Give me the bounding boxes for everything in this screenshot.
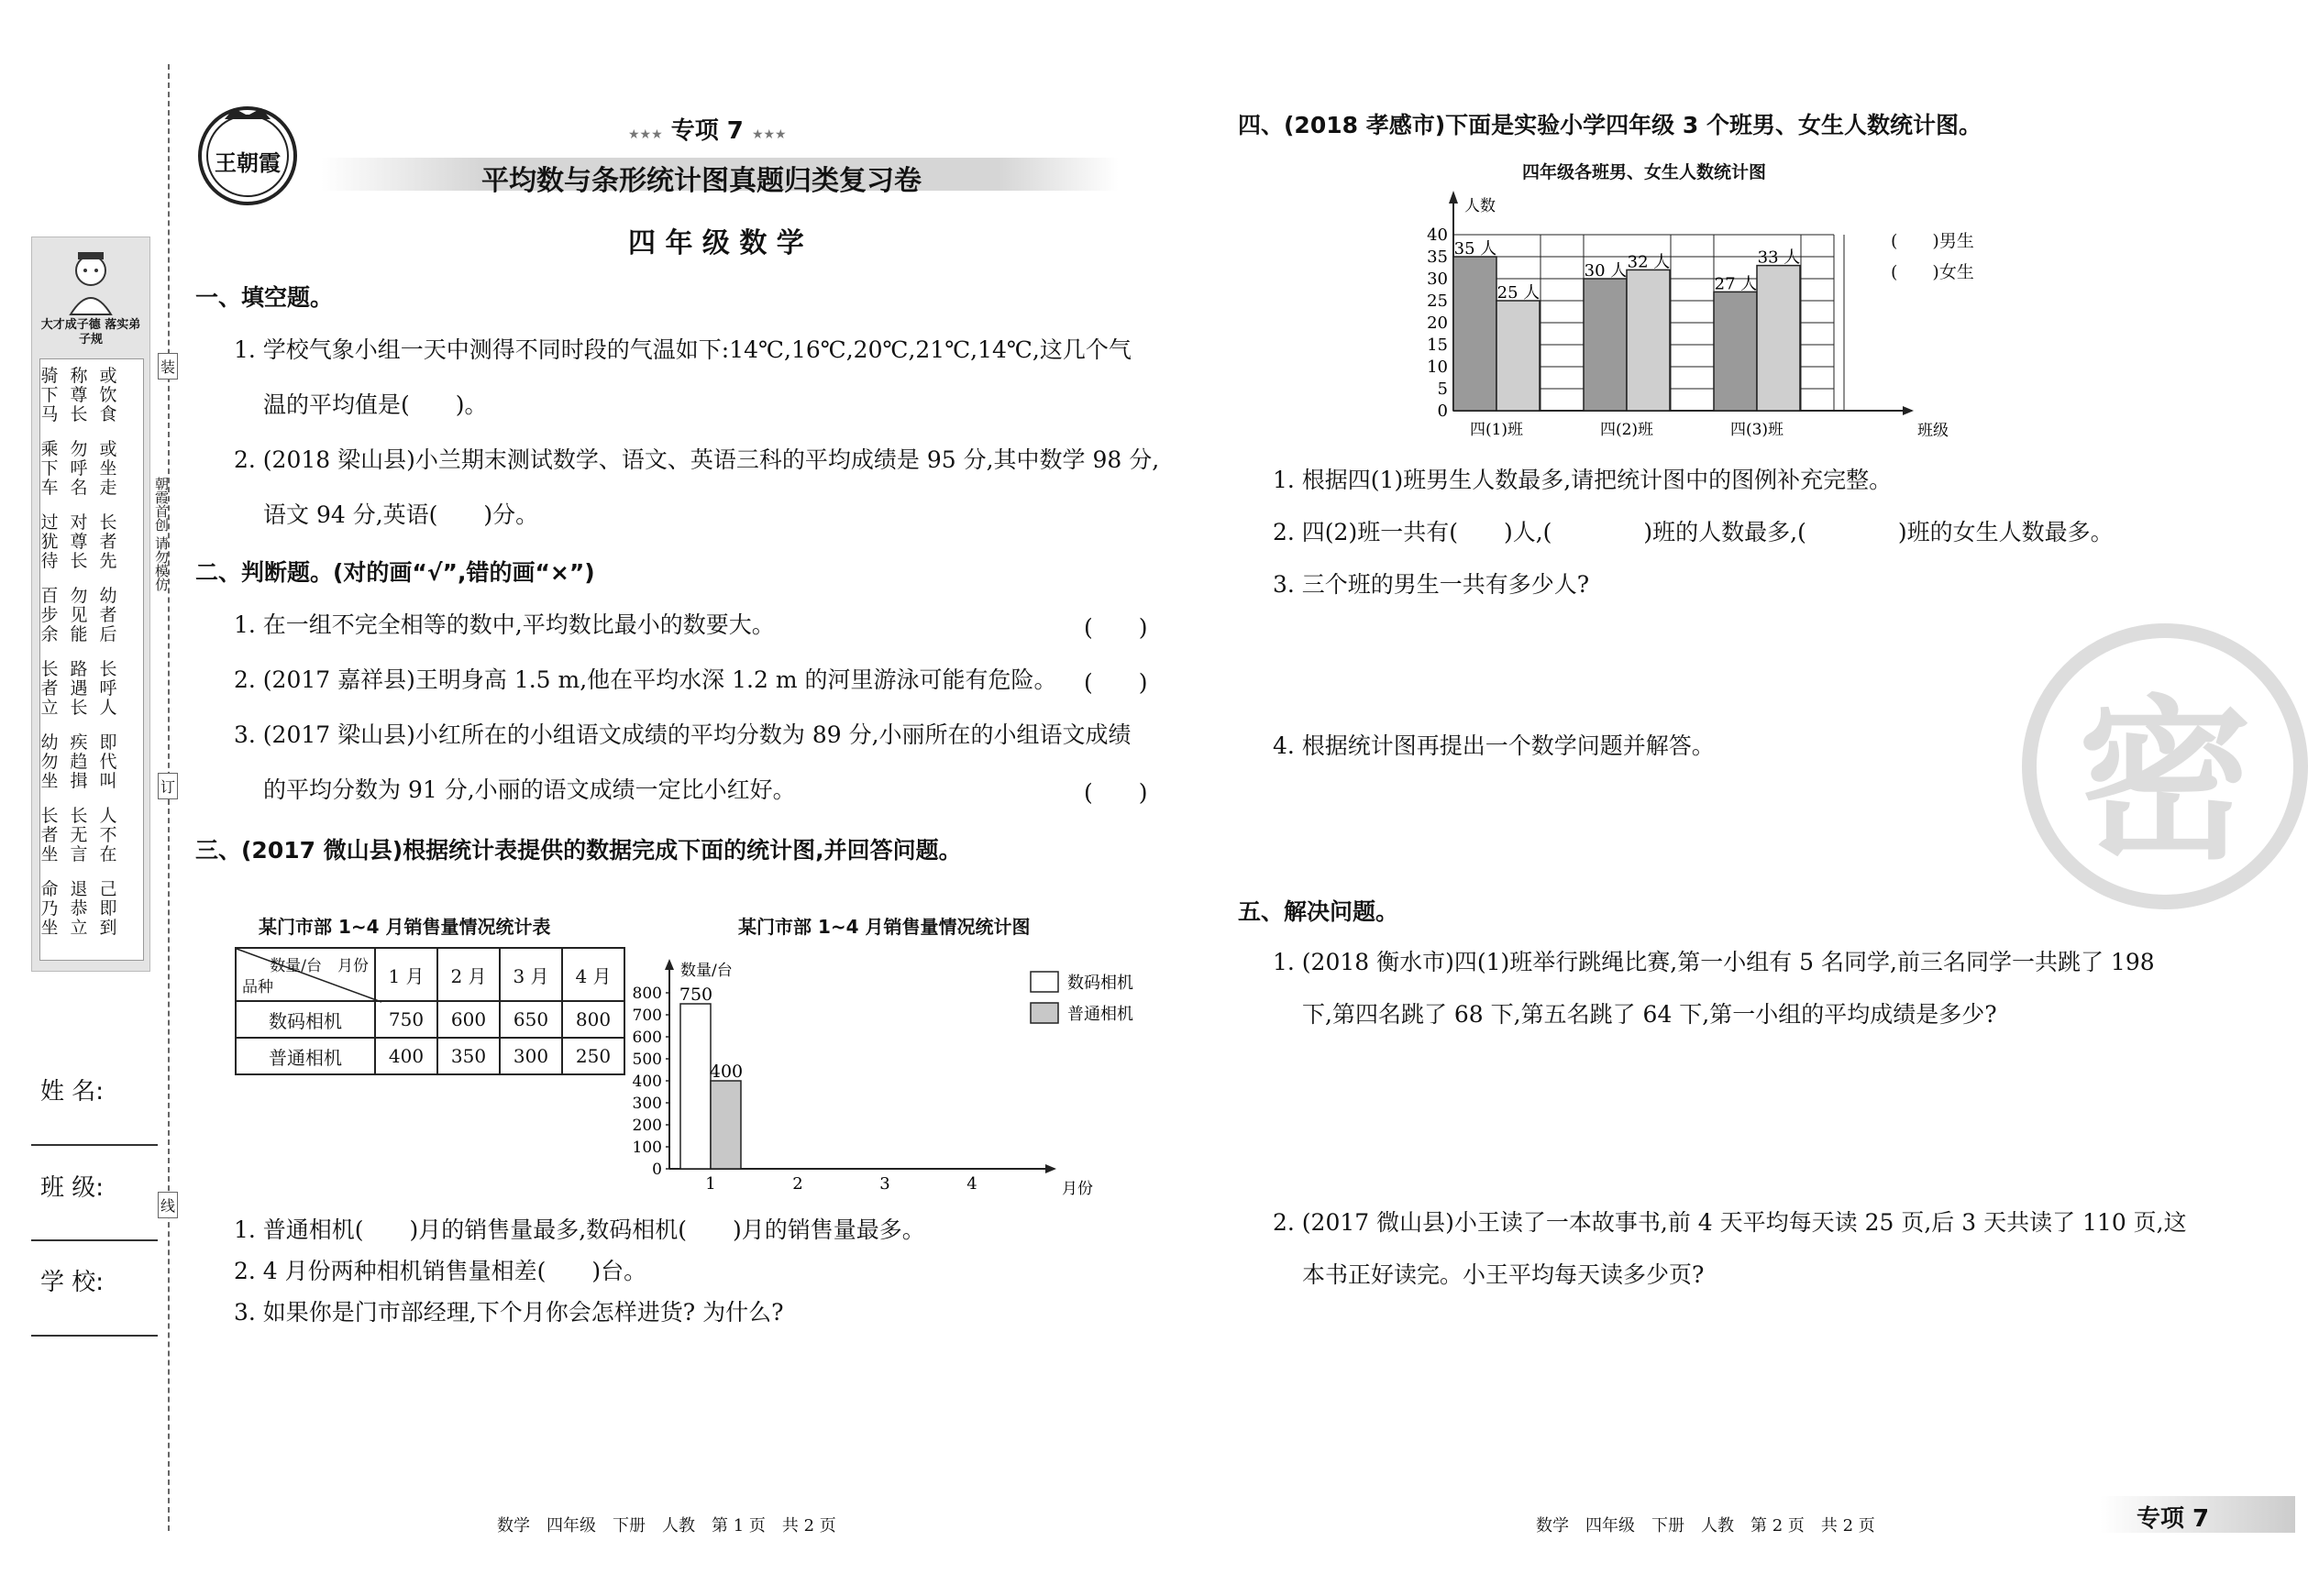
y-tick-label: 30 (1427, 270, 1448, 289)
bar (680, 1004, 711, 1169)
y-tick-label: 700 (632, 1007, 662, 1025)
y-tick-label: 10 (1427, 358, 1448, 377)
maxim-phrase: 己即到 (99, 879, 117, 938)
maxim-phrase: 长呼人 (99, 659, 117, 718)
data-label: 25 人 (1496, 283, 1541, 303)
s5-q1-line2: 下,第四名跳了 68 下,第五名跳了 64 下,第一小组的平均成绩是多少? (1302, 1001, 1997, 1028)
motto-title: 大才成子德 落实弟子规 (40, 318, 141, 347)
sales-chart (624, 944, 1137, 1228)
s1-q1-line2: 温的平均值是( )。 (263, 391, 488, 418)
table-cell: 600 (437, 1001, 500, 1038)
maxim-phrase: 乘下车 (40, 439, 59, 498)
maxim-phrase: 百步余 (40, 586, 59, 644)
maxim-phrase: 骑下马 (40, 366, 59, 424)
x-tick-label: 2 (792, 1174, 803, 1194)
maxim-phrase: 即代叫 (99, 732, 117, 791)
table-corner (236, 948, 375, 1001)
stars-right-icon: ★★★ (751, 127, 787, 142)
month-header-2: 2 月 (437, 948, 500, 1001)
s5-q1-line1: 1. (2018 衡水市)四(1)班举行跳绳比赛,第一小组有 5 名同学,前三名同学一共跳了 198 (1273, 949, 2155, 975)
data-label: 30 人 (1584, 261, 1628, 281)
legend-swatch (1031, 1003, 1058, 1023)
table-cell: 250 (562, 1038, 624, 1074)
s1-q1-line1: 1. 学校气象小组一天中测得不同时段的气温如下:14℃,16℃,20℃,21℃,14℃,这几个气 (234, 336, 1132, 363)
bar (1496, 301, 1540, 411)
corner-top-label: 数量/台 月份 (270, 957, 369, 975)
s4-q3: 3. 三个班的男生一共有多少人? (1273, 571, 1590, 598)
y-tick-label: 40 (1427, 226, 1448, 245)
x-tick-label: 1 (705, 1174, 716, 1194)
y-axis-arrow-icon (665, 959, 674, 970)
legend-girls: ( )女生 (1891, 262, 1974, 282)
x-tick-label: 四(1)班 (1469, 421, 1524, 439)
s2-q2-answer[interactable]: ( ) (1084, 669, 1148, 696)
legend-label: 普通相机 (1067, 1005, 1133, 1024)
page-title: 平均数与条形统计图真题归类复习卷 (481, 165, 922, 197)
maxim-phrase: 长者坐 (40, 806, 59, 864)
y-tick-label: 400 (632, 1073, 662, 1091)
data-label: 35 人 (1453, 239, 1497, 259)
cut-mark-1: 装 (158, 353, 178, 380)
section4-title: 四、(2018 孝感市)下面是实验小学四年级 3 个班男、女生人数统计图。 (1238, 112, 1982, 138)
x-tick-label: 3 (879, 1174, 890, 1194)
name-label: 姓 名: (40, 1078, 105, 1106)
s5-q2-line1: 2. (2017 微山县)小王读了一本故事书,前 4 天平均每天读 25 页,后 3 天共读了 110 页,这 (1273, 1209, 2187, 1236)
s4-q1: 1. 根据四(1)班男生人数最多,请把统计图中的图例补充完整。 (1273, 467, 1893, 493)
month-header-3: 3 月 (500, 948, 562, 1001)
logo-text: 王朝霞 (215, 149, 281, 176)
cut-mark-2: 订 (158, 773, 178, 799)
data-label: 400 (709, 1062, 744, 1082)
maxim-phrase: 命乃坐 (40, 879, 59, 938)
table-cell: 400 (375, 1038, 437, 1074)
cut-mark-3: 线 (158, 1192, 178, 1218)
x-axis-arrow-icon (1045, 1164, 1056, 1173)
maxim-phrase: 称尊长 (70, 366, 88, 424)
legend-swatch (1031, 972, 1058, 992)
data-label: 750 (679, 985, 713, 1005)
school-label: 学 校: (40, 1269, 105, 1296)
table-row (236, 1038, 624, 1074)
footer-right: 数学 四年级 下册 人教 第 2 页 共 2 页 (1536, 1516, 1875, 1535)
y-tick-label: 25 (1427, 292, 1448, 311)
y-tick-label: 20 (1427, 314, 1448, 333)
x-tick-label: 四(3)班 (1729, 421, 1784, 439)
y-axis-label: 人数 (1464, 197, 1496, 215)
y-tick-label: 0 (652, 1161, 662, 1179)
s2-q3-line1: 3. (2017 梁山县)小红所在的小组语文成绩的平均分数为 89 分,小丽所在的小组语文成绩 (234, 721, 1132, 748)
maxim-phrase: 疾趋揖 (70, 732, 88, 791)
table-row (236, 1001, 624, 1038)
s1-q2-line1: 2. (2018 梁山县)小兰期末测试数学、语文、英语三科的平均成绩是 95 分,其中数学 98 分, (234, 446, 1160, 473)
x-axis-arrow-icon (1903, 406, 1914, 415)
copyright-note: 朝霞首创 请勿模仿 (153, 477, 170, 591)
s3-q3: 3. 如果你是门市部经理,下个月你会怎样进货? 为什么? (234, 1299, 784, 1326)
x-tick-label: 四(2)班 (1599, 421, 1654, 439)
s4-q2: 2. 四(2)班一共有( )人,( )班的人数最多,( )班的女生人数最多。 (1273, 519, 2114, 545)
section2-title: 二、判断题。(对的画“√”,错的画“×”) (195, 559, 595, 586)
series-label: ★★★ 专项 7 ★★★ (628, 117, 787, 145)
x-tick-label: 4 (966, 1174, 977, 1194)
sales-chart-title: 某门市部 1~4 月销售量情况统计图 (738, 916, 1031, 938)
maxim-phrase: 长者立 (40, 659, 59, 718)
footer-left: 数学 四年级 下册 人教 第 1 页 共 2 页 (497, 1516, 836, 1535)
x-axis-label: 班级 (1917, 422, 1949, 440)
class-chart-title: 四年级各班男、女生人数统计图 (1522, 162, 1767, 182)
maxim-phrase: 幼者后 (99, 586, 117, 644)
class-field[interactable] (31, 1239, 158, 1241)
bar (1757, 266, 1800, 411)
maxim-phrase: 路遇长 (70, 659, 88, 718)
s2-q3-line2: 的平均分数为 91 分,小丽的语文成绩一定比小红好。 (263, 776, 796, 803)
maxim-phrase: 长无言 (70, 806, 88, 864)
bar (1714, 292, 1757, 411)
maxim-phrase: 或饮食 (99, 366, 117, 424)
page-subtitle: 四 年 级 数 学 (628, 227, 804, 259)
section1-title: 一、填空题。 (195, 284, 334, 311)
corner-bottom-label: 品种 (242, 978, 273, 996)
s2-q2: 2. (2017 嘉祥县)王明身高 1.5 m,他在平均水深 1.2 m 的河里游泳可能有危险。 (234, 666, 1057, 693)
x-axis-label: 月份 (1062, 1180, 1093, 1198)
y-tick-label: 5 (1437, 380, 1448, 399)
data-label: 33 人 (1757, 248, 1801, 268)
watermark-seal: 密 (2022, 623, 2308, 909)
maxim-phrase: 人不在 (99, 806, 117, 864)
row-name: 普通相机 (236, 1038, 375, 1074)
bar (1627, 270, 1670, 411)
y-axis-arrow-icon (1449, 191, 1458, 204)
s4-q4: 4. 根据统计图再提出一个数学问题并解答。 (1273, 732, 1715, 759)
maxim-phrase: 幼勿坐 (40, 732, 59, 791)
maxim-phrase: 或坐走 (99, 439, 117, 498)
y-tick-label: 500 (632, 1051, 662, 1069)
y-tick-label: 15 (1427, 336, 1448, 355)
y-tick-label: 800 (632, 985, 662, 1003)
stars-left-icon: ★★★ (628, 127, 663, 142)
bar (711, 1081, 741, 1169)
table-cell: 800 (562, 1001, 624, 1038)
month-header-1: 1 月 (375, 948, 437, 1001)
table-title: 某门市部 1~4 月销售量情况统计表 (259, 916, 551, 938)
footer-tag: 专项 7 (2100, 1496, 2295, 1533)
section5-title: 五、解决问题。 (1238, 898, 1399, 925)
maxim-phrase: 勿呼名 (70, 439, 88, 498)
sales-table (235, 947, 625, 1075)
name-field[interactable] (31, 1144, 158, 1146)
table-cell: 300 (500, 1038, 562, 1074)
section3-title: 三、(2017 微山县)根据统计表提供的数据完成下面的统计图,并回答问题。 (195, 837, 962, 864)
data-label: 32 人 (1627, 252, 1671, 272)
bar (1584, 279, 1627, 411)
s3-q1: 1. 普通相机( )月的销售量最多,数码相机( )月的销售量最多。 (234, 1216, 925, 1243)
s2-q1: 1. 在一组不完全相等的数中,平均数比最小的数要大。 (234, 611, 775, 638)
y-axis-label: 数量/台 (680, 962, 733, 980)
y-tick-label: 0 (1437, 402, 1448, 421)
y-tick-label: 35 (1427, 248, 1448, 267)
school-field[interactable] (31, 1335, 158, 1337)
y-tick-label: 100 (632, 1139, 662, 1157)
y-tick-label: 300 (632, 1095, 662, 1113)
maxim-phrase: 勿见能 (70, 586, 88, 644)
s2-q1-answer[interactable]: ( ) (1084, 614, 1148, 641)
table-cell: 750 (375, 1001, 437, 1038)
s1-q2-line2: 语文 94 分,英语( )分。 (263, 501, 539, 528)
scholar-figure-icon (54, 243, 127, 316)
table-cell: 650 (500, 1001, 562, 1038)
row-name: 数码相机 (236, 1001, 375, 1038)
maxim-phrase: 长者先 (99, 512, 117, 571)
table-cell: 350 (437, 1038, 500, 1074)
data-label: 27 人 (1714, 274, 1758, 294)
maxim-phrase: 退恭立 (70, 879, 88, 938)
legend-boys: ( )男生 (1891, 231, 1974, 251)
class-label: 班 级: (40, 1174, 105, 1202)
month-header-4: 4 月 (562, 948, 624, 1001)
maxim-phrase: 过犹待 (40, 512, 59, 571)
bar (1453, 257, 1496, 411)
s5-q2-line2: 本书正好读完。小王平均每天读多少页? (1302, 1261, 1705, 1288)
legend-label: 数码相机 (1067, 974, 1133, 993)
maxim-phrase: 对尊长 (70, 512, 88, 571)
y-tick-label: 600 (632, 1029, 662, 1047)
s2-q3-answer[interactable]: ( ) (1084, 779, 1148, 806)
y-tick-label: 200 (632, 1117, 662, 1135)
s3-q2: 2. 4 月份两种相机销售量相差( )台。 (234, 1258, 647, 1284)
